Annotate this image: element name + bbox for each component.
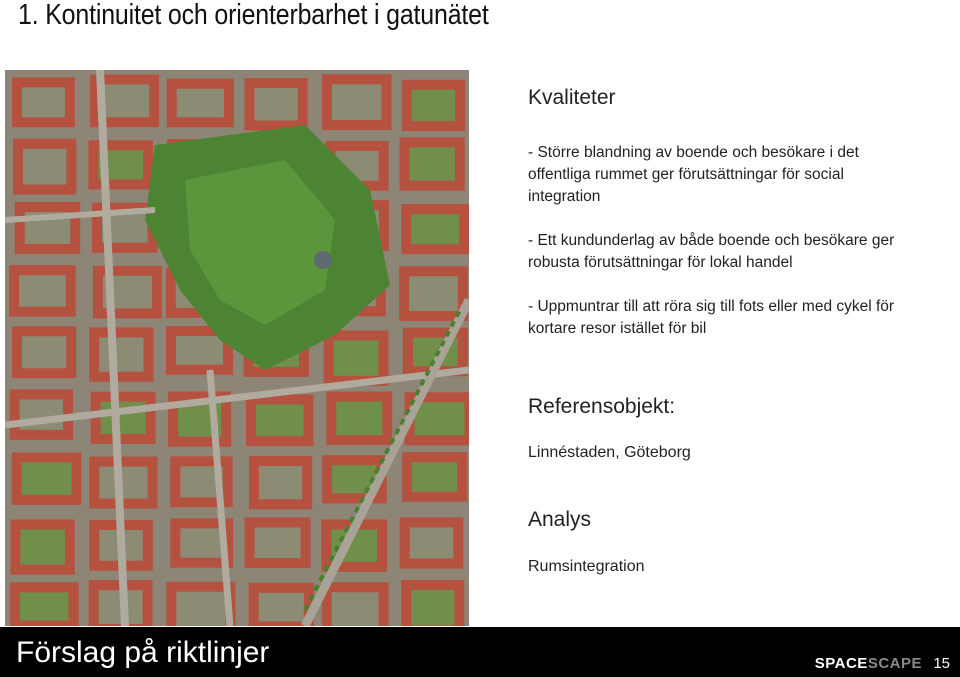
- park-pavilion: [314, 251, 332, 269]
- courtyard: [259, 593, 304, 622]
- courtyard: [176, 336, 223, 365]
- courtyard: [23, 149, 66, 185]
- courtyard: [255, 527, 301, 558]
- courtyard: [180, 528, 223, 557]
- quality-item-2: - Ett kundunderlag av både boende och besökare ger robusta förutsättningar för lokal handel: [528, 232, 895, 271]
- courtyard: [177, 89, 224, 118]
- courtyard: [411, 214, 459, 244]
- courtyard: [22, 462, 72, 494]
- footer-title: Förslag på riktlinjer: [16, 636, 270, 669]
- courtyard: [99, 337, 143, 371]
- courtyard: [100, 84, 149, 117]
- analysis-value: Rumsintegration: [528, 558, 645, 575]
- courtyard: [22, 336, 66, 368]
- courtyard: [254, 88, 297, 120]
- courtyard: [410, 527, 454, 558]
- courtyard: [412, 90, 456, 121]
- courtyard: [20, 529, 64, 564]
- quality-heading: Kvaliteter: [528, 86, 616, 109]
- courtyard: [414, 402, 464, 435]
- reference-value: Linnéstaden, Göteborg: [528, 444, 691, 461]
- quality-item-1: - Större blandning av boende och besökare i det offentliga rummet ger förutsättningar för social integration: [528, 144, 859, 205]
- courtyard: [332, 84, 382, 120]
- courtyard: [259, 466, 302, 499]
- brand-part-1: SPACE: [814, 655, 868, 672]
- courtyard: [411, 590, 454, 625]
- courtyard: [19, 275, 66, 307]
- courtyard: [22, 87, 65, 117]
- reference-heading: Referensobjekt:: [528, 395, 676, 418]
- courtyard: [176, 592, 225, 626]
- brand-logo: [815, 655, 922, 672]
- courtyard: [336, 401, 382, 435]
- footer-bar: [0, 627, 960, 677]
- aerial-photo: [5, 70, 469, 626]
- courtyard: [412, 462, 457, 491]
- courtyard: [409, 276, 458, 311]
- courtyard: [332, 592, 379, 626]
- courtyard: [99, 467, 147, 499]
- brand-part-2: SCAPE: [867, 655, 922, 672]
- slide-title: 1. Kontinuitet och orienterbarhet i gatunätet: [18, 0, 489, 31]
- analysis-heading: Analys: [528, 508, 592, 531]
- courtyard: [410, 147, 455, 180]
- courtyard: [334, 340, 379, 375]
- page-number: 15: [933, 655, 950, 672]
- quality-item-3: - Uppmuntrar till att röra sig till fots eller med cykel för kortare resor istället för bil: [528, 298, 895, 337]
- aerial-map-graphic: [5, 70, 469, 626]
- courtyard: [20, 592, 69, 620]
- courtyard: [256, 404, 303, 436]
